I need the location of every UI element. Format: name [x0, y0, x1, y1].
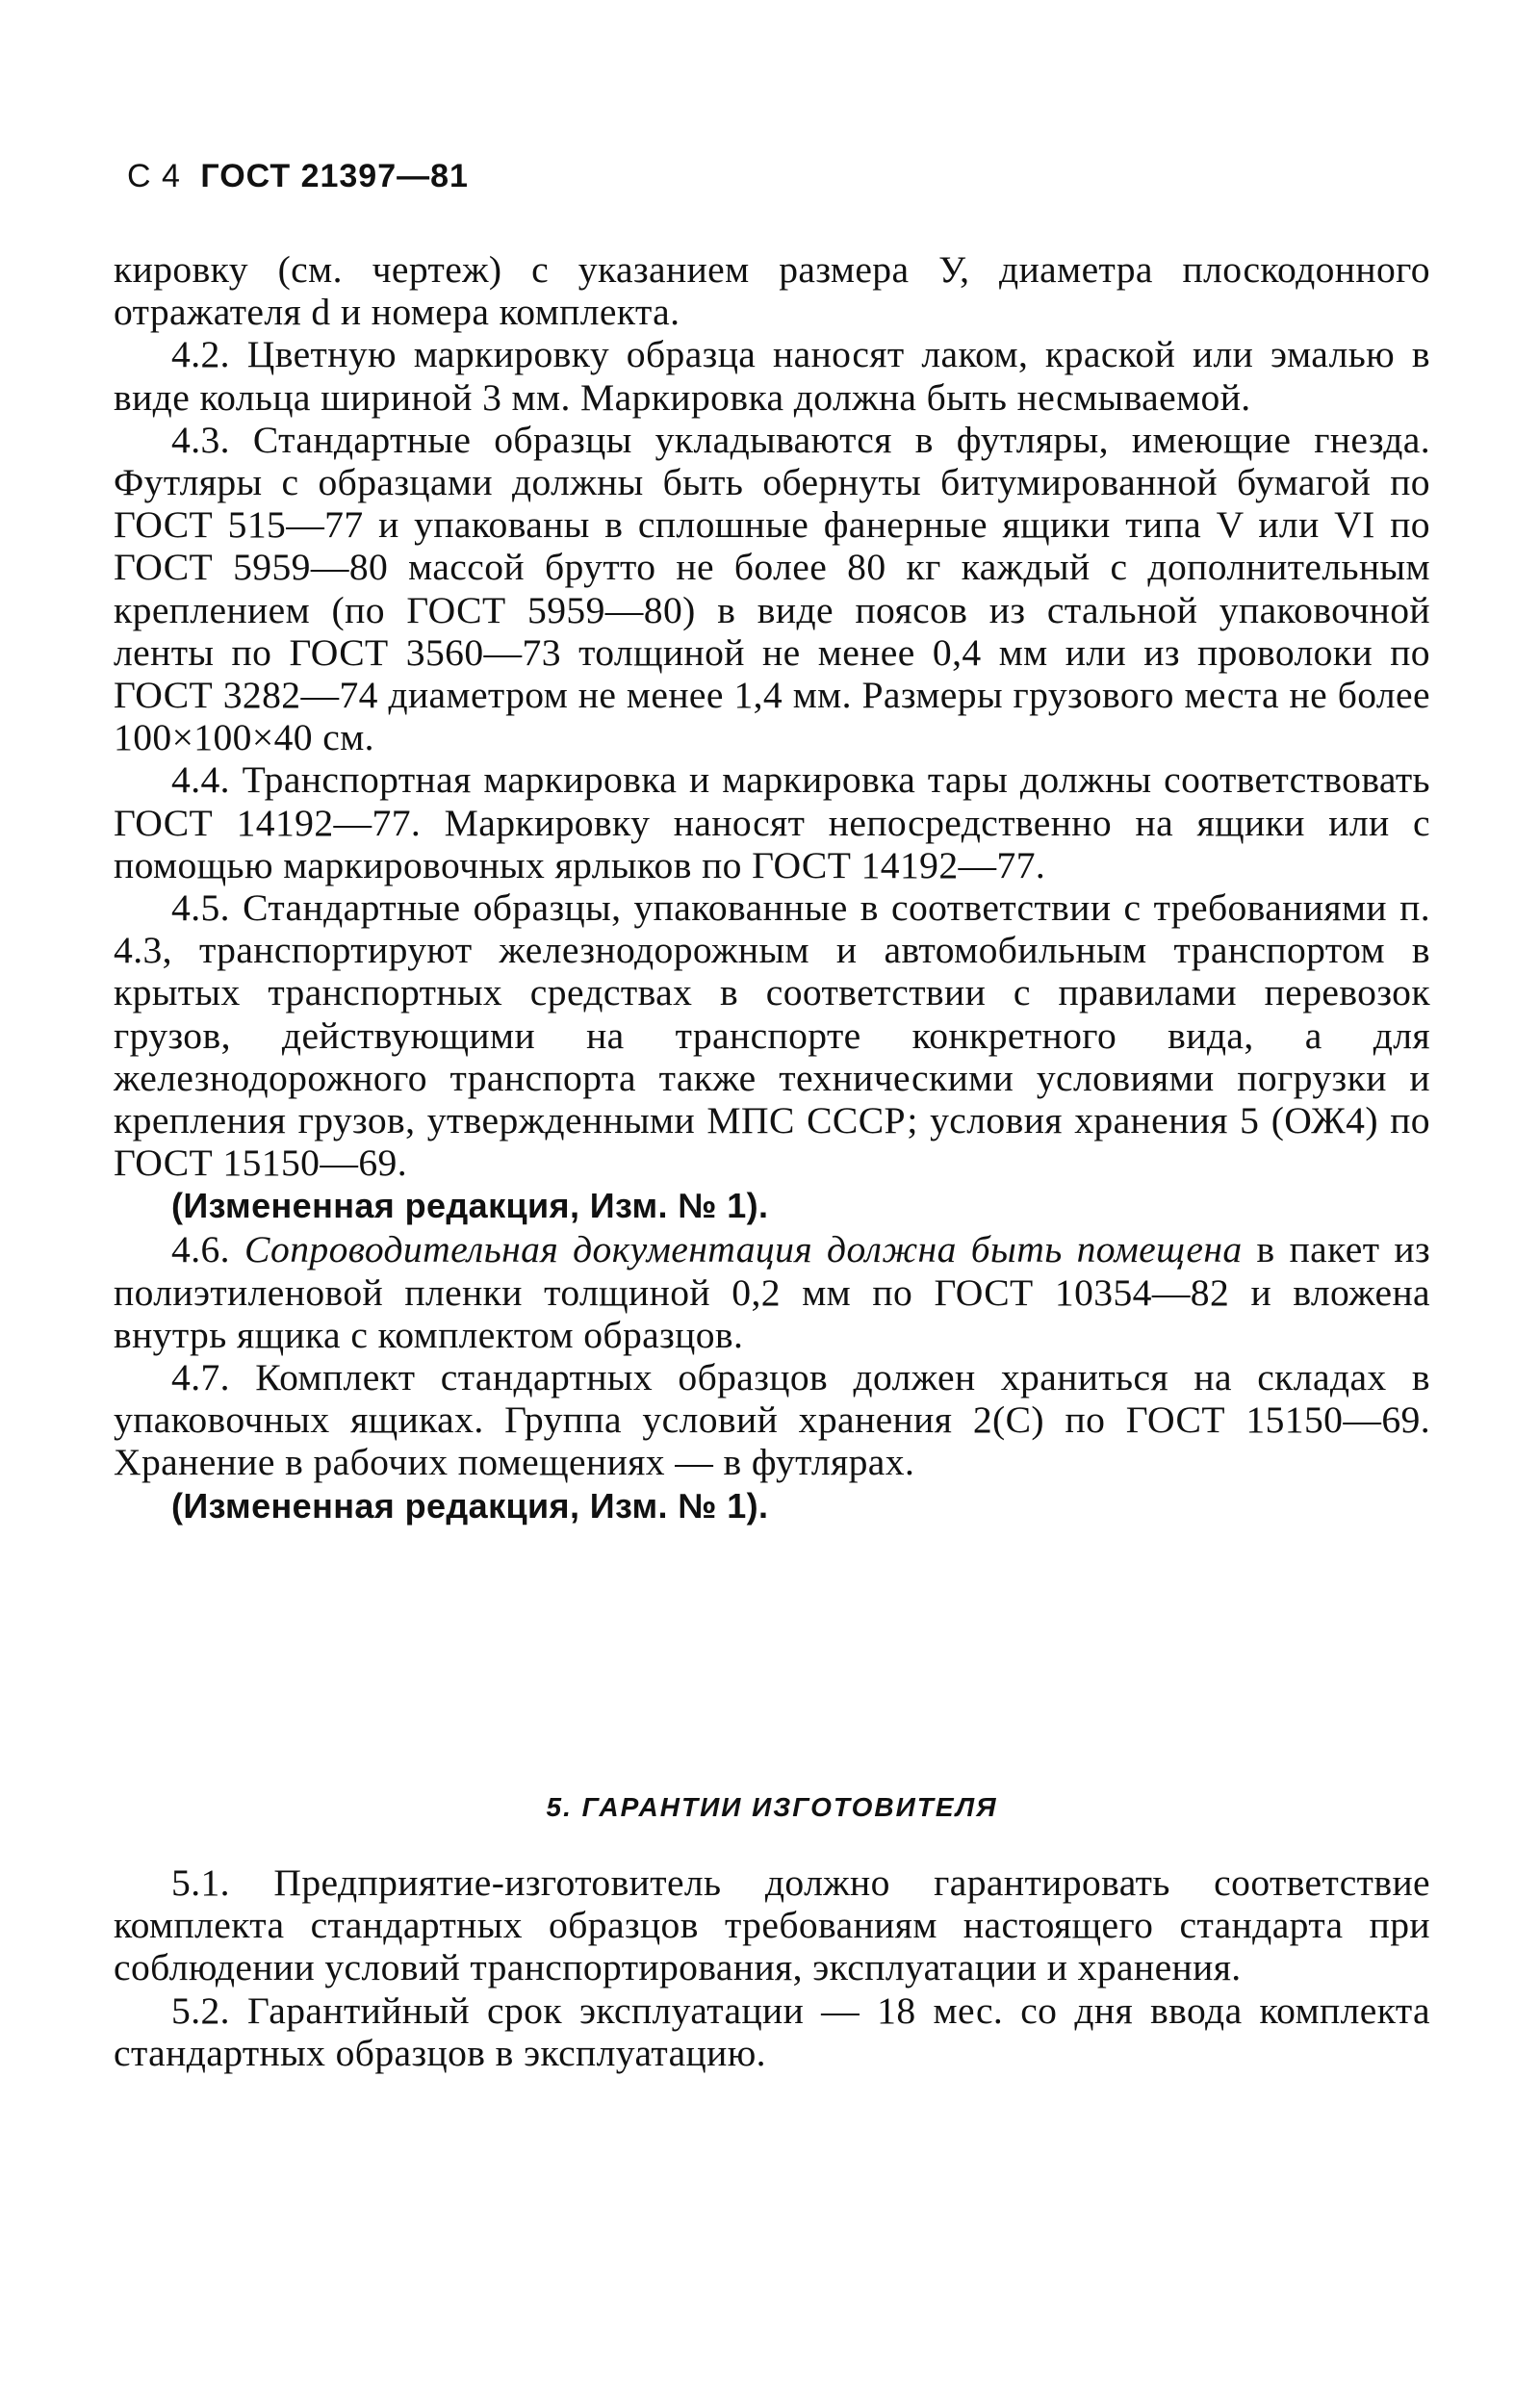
section-4-body	[114, 248, 1430, 1528]
paragraph-4-6-rest: в пакет из полиэтиленовой пленки толщиной 0,2 мм по ГОСТ 10354—82 и вложена внутрь ящика с комплектом образцов.	[114, 1228, 1431, 1356]
running-header	[127, 158, 469, 195]
document-code: ГОСТ 21397—81	[200, 158, 469, 194]
paragraph-4-6-italic: Сопроводительная документация должна быть помещена	[244, 1228, 1243, 1271]
paragraph-4-1-continuation: кировку (см. чертеж) с указанием размера У, диаметра плоскодонного отражателя d и номера комплекта.	[114, 248, 1430, 334]
paragraph-4-5: 4.5. Стандартные образцы, упакованные в соответствии с требованиями п. 4.3, транспортируют железнодорожным и автомобильным транспортом в крытых транспортных средствах в соответствии с правилами перевозок грузов, действующими на транспорте конкретного вида, а для железнодорожного транспорта также техническими условиями погрузки и крепления грузов, утвержденными МПС СССР; условия хранения 5 (ОЖ4) по ГОСТ 15150—69.	[114, 886, 1430, 1185]
paragraph-4-6-number: 4.6.	[171, 1228, 230, 1271]
page-marker: С 4	[127, 158, 181, 194]
paragraph-4-6	[114, 1228, 1430, 1356]
section-5-body	[114, 1861, 1430, 2074]
paragraph-5-1: 5.1. Предприятие-изготовитель должно гарантировать соответствие комплекта стандартных образцов требованиям настоящего стандарта при соблюдении условий транспортирования, эксплуатации и хранения.	[114, 1861, 1430, 1989]
paragraph-4-3: 4.3. Стандартные образцы укладываются в футляры, имеющие гнезда. Футляры с образцами должны быть обернуты битумированной бумагой по ГОСТ 515—77 и упакованы в сплошные фанерные ящики типа V или VI по ГОСТ 5959—80 массой брутто не более 80 кг каждый с дополнительным креплением (по ГОСТ 5959—80) в виде поясов из стальной упаковочной ленты по ГОСТ 3560—73 толщиной не менее 0,4 мм или из проволоки по ГОСТ 3282—74 диаметром не менее 1,4 мм. Размеры грузового места не более 100×100×40 см.	[114, 418, 1430, 759]
amendment-note: (Измененная редакция, Изм. № 1).	[171, 1485, 769, 1526]
amendment-note: (Измененная редакция, Изм. № 1).	[171, 1186, 769, 1226]
section-5-heading: 5. ГАРАНТИИ ИЗГОТОВИТЕЛЯ	[546, 1792, 998, 1822]
paragraph-4-4: 4.4. Транспортная маркировка и маркировка тары должны соответствовать ГОСТ 14192—77. Маркировку наносят непосредственно на ящики или с помощью маркировочных ярлыков по ГОСТ 14192—77.	[114, 758, 1430, 886]
paragraph-5-2: 5.2. Гарантийный срок эксплуатации — 18 мес. со дня ввода комплекта стандартных образцов в эксплуатацию.	[114, 1988, 1430, 2074]
paragraph-4-7: 4.7. Комплект стандартных образцов должен храниться на складах в упаковочных ящиках. Группа условий хранения 2(С) по ГОСТ 15150—69. Хранение в рабочих помещениях — в футлярах.	[114, 1356, 1430, 1484]
paragraph-4-2: 4.2. Цветную маркировку образца наносят лаком, краской или эмалью в виде кольца шириной 3 мм. Маркировка должна быть несмываемой.	[114, 333, 1430, 419]
